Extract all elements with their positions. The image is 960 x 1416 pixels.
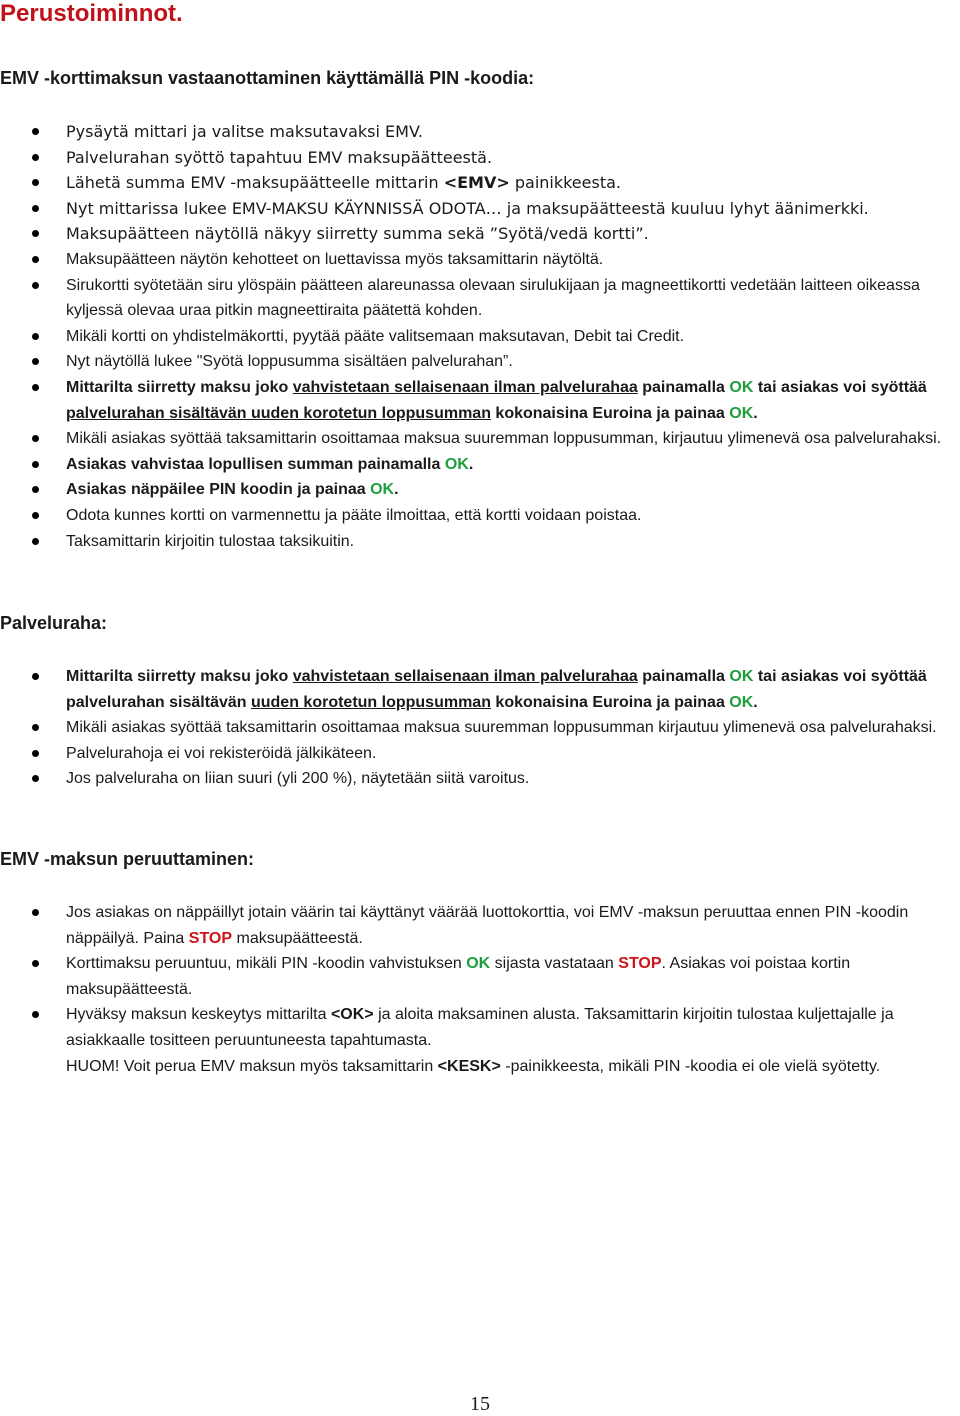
list-item-text: Mikäli asiakas syöttää taksamittarin osoittamaa maksua suuremman loppusumman, kirjautuu ylimenevä osa palvelurahaksi. (66, 430, 942, 448)
note-text-part: -painikkeesta, mikäli PIN -koodia ei ole vielä syötetty. (500, 1057, 881, 1075)
list-item (0, 715, 960, 741)
ok-key-label: OK (729, 378, 754, 396)
bullet-icon (32, 512, 39, 519)
list-item-text: Korttimaksu peruuntuu, mikäli PIN -koodin vahvistuksen (66, 955, 467, 973)
ok-key-label: OK (729, 668, 754, 685)
list-item (0, 273, 960, 324)
list-item-text: Mikäli asiakas syöttää taksamittarin osoittamaa maksua suuremman loppusumman kirjautuu ylimenevä osa palvelurahaksi. (66, 719, 937, 737)
bullet-icon (32, 205, 39, 212)
bullet-icon (32, 282, 39, 289)
emv-payment-steps (0, 119, 960, 554)
list-item-text: kokonaisina Euroina ja painaa (490, 404, 730, 422)
note-text (66, 1054, 958, 1080)
list-item (0, 145, 960, 171)
underlined-text: uuden korotetun loppusumman (250, 693, 491, 711)
bullet-icon (32, 128, 39, 135)
list-item (0, 1002, 960, 1079)
list-item (0, 375, 960, 426)
list-item (0, 766, 960, 792)
list-item-text: Sirukortti syötetään siru ylöspäin päätteen alareunassa olevaan sirulukijaan ja magneettikortti vedetään laitteen oikeassa kyljessä olevaa uraa pitkin magneettiraita päätettä kohden. (66, 276, 920, 320)
list-item (0, 477, 960, 503)
list-item-text: Jos asiakas on näppäillyt jotain väärin tai käyttänyt väärää luottokorttia, voi EMV -maksun peruuttaa ennen PIN -koodin näppäilyä. Paina (66, 904, 909, 947)
bullet-icon (32, 179, 39, 186)
underlined-text: palvelurahan sisältävän uuden korotetun loppusumman (66, 404, 491, 422)
list-item-text: . (753, 693, 758, 711)
list-item (0, 452, 960, 478)
list-item-text: ja aloita maksaminen alusta. Taksamittarin kirjoitin tulostaa kuljettajalle ja asiakkaalle tositteen peruuntuneesta tapahtumasta. (66, 1006, 894, 1049)
list-item-text: Asiakas vahvistaa lopullisen summan painamalla (66, 455, 445, 473)
page-title: Perustoiminnot. (0, 0, 183, 27)
tip-steps (0, 664, 960, 792)
list-item (0, 503, 960, 529)
bullet-icon (32, 673, 39, 680)
list-item-text: Maksupäätteen näytöllä näkyy siirretty summa sekä ”Syötä/vedä kortti”. (66, 224, 649, 244)
list-item-text: Mikäli kortti on yhdistelmäkortti, pyytää pääte valitsemaan maksutavan, Debit tai Credit. (66, 327, 685, 345)
section-heading-cancel-emv: EMV -maksun peruuttaminen: (0, 849, 255, 869)
ok-key-label: OK (729, 404, 754, 422)
list-item (0, 349, 960, 375)
list-item-text: painikkeesta. (509, 173, 621, 193)
bullet-icon (32, 775, 39, 782)
bullet-icon (32, 538, 39, 545)
bullet-icon (32, 750, 39, 757)
list-item (0, 119, 960, 145)
ok-key-label: OK (370, 481, 395, 499)
underlined-text: vahvistetaan sellaisenaan ilman palvelurahaa (292, 668, 638, 685)
list-item (0, 529, 960, 555)
bullet-icon (32, 909, 39, 916)
stop-key-label: STOP (188, 929, 233, 947)
list-item (0, 900, 960, 951)
cancel-emv-steps (0, 900, 960, 1079)
ok-key-label: <OK> (330, 1006, 374, 1024)
bullet-icon (32, 724, 39, 731)
bullet-icon (32, 230, 39, 237)
list-item-text: . (468, 455, 474, 473)
list-item-text: Nyt mittarissa lukee EMV-MAKSU KÄYNNISSÄ ODOTA… ja maksupäätteestä kuuluu lyhyt äänimerkki. (66, 198, 869, 218)
ok-key-label: OK (729, 693, 754, 711)
note-text-part: HUOM! Voit perua EMV maksun myös taksamittarin (66, 1057, 438, 1075)
list-item-text: painamalla (637, 378, 730, 396)
list-item-text: Nyt näytöllä lukee "Syötä loppusumma sisältäen palvelurahan”. (66, 353, 513, 371)
stop-key-label: STOP (618, 955, 662, 973)
bullet-icon (32, 486, 39, 493)
list-item (0, 196, 960, 222)
list-item-text: Mittarilta siirretty maksu joko (66, 378, 293, 396)
list-item-text: . (753, 404, 758, 422)
bullet-icon (32, 960, 39, 967)
list-item-text: sijasta vastataan (490, 955, 619, 973)
bullet-icon (32, 154, 39, 161)
list-item (0, 426, 960, 452)
list-item (0, 247, 960, 273)
bullet-icon (32, 435, 39, 442)
list-item (0, 741, 960, 767)
list-item-text: Mittarilta siirretty maksu joko (66, 668, 293, 685)
list-item (0, 951, 960, 1002)
bullet-icon (32, 384, 39, 391)
list-item-text: tai asiakas voi syöttää (753, 378, 927, 396)
list-item-text: . (394, 481, 399, 499)
list-item (0, 170, 960, 196)
list-item (0, 221, 960, 247)
list-item (0, 324, 960, 350)
list-item-text: Taksamittarin kirjoitin tulostaa taksikuitin. (66, 532, 355, 550)
list-item-text: Pysäytä mittari ja valitse maksutavaksi EMV. (66, 122, 423, 141)
list-item-text: painamalla (637, 668, 730, 685)
list-item-text: Jos palveluraha on liian suuri (yli 200 %), näytetään siitä varoitus. (66, 770, 530, 788)
bullet-icon (32, 256, 39, 263)
list-item-text: . Asiakas voi poistaa kortin maksupäätteestä. (66, 955, 851, 998)
list-item-text: Palvelurahan syöttö tapahtuu EMV maksupäätteestä. (66, 147, 493, 167)
list-item-text: Lähetä summa EMV -maksupäätteelle mittarin (66, 173, 444, 193)
section-heading-tip: Palveluraha: (0, 613, 108, 633)
list-item-text: Odota kunnes kortti on varmennettu ja pääte ilmoittaa, että kortti voidaan poistaa. (66, 506, 642, 524)
section-heading-emv-payment: EMV -korttimaksun vastaanottaminen käyttämällä PIN -koodia: (0, 68, 535, 88)
emv-key-label: <EMV> (443, 173, 510, 193)
underlined-text: vahvistetaan sellaisenaan ilman palvelurahaa (292, 378, 638, 396)
ok-key-label: OK (466, 955, 491, 973)
list-item-text: Hyväksy maksun keskeytys mittarilta (66, 1006, 331, 1024)
list-item-text: Maksupäätteen näytön kehotteet on luettavissa myös taksamittarin näytöltä. (66, 250, 604, 268)
bullet-icon (32, 461, 39, 468)
bullet-icon (32, 1011, 39, 1018)
bullet-icon (32, 333, 39, 340)
list-item-text: Asiakas näppäilee PIN koodin ja painaa (66, 481, 371, 499)
page-number: 15 (470, 1393, 490, 1415)
bullet-icon (32, 358, 39, 365)
ok-key-label: OK (444, 455, 469, 473)
list-item-text: maksupäätteestä. (232, 929, 363, 947)
list-item-text: tai asiakas voi syöttää palvelurahan sisältävän (66, 668, 927, 711)
list-item (0, 664, 960, 715)
list-item-text: kokonaisina Euroina ja painaa (490, 693, 730, 711)
list-item-text: Palvelurahoja ei voi rekisteröidä jälkikäteen. (66, 744, 377, 762)
kesk-key-label: <KESK> (437, 1057, 501, 1075)
